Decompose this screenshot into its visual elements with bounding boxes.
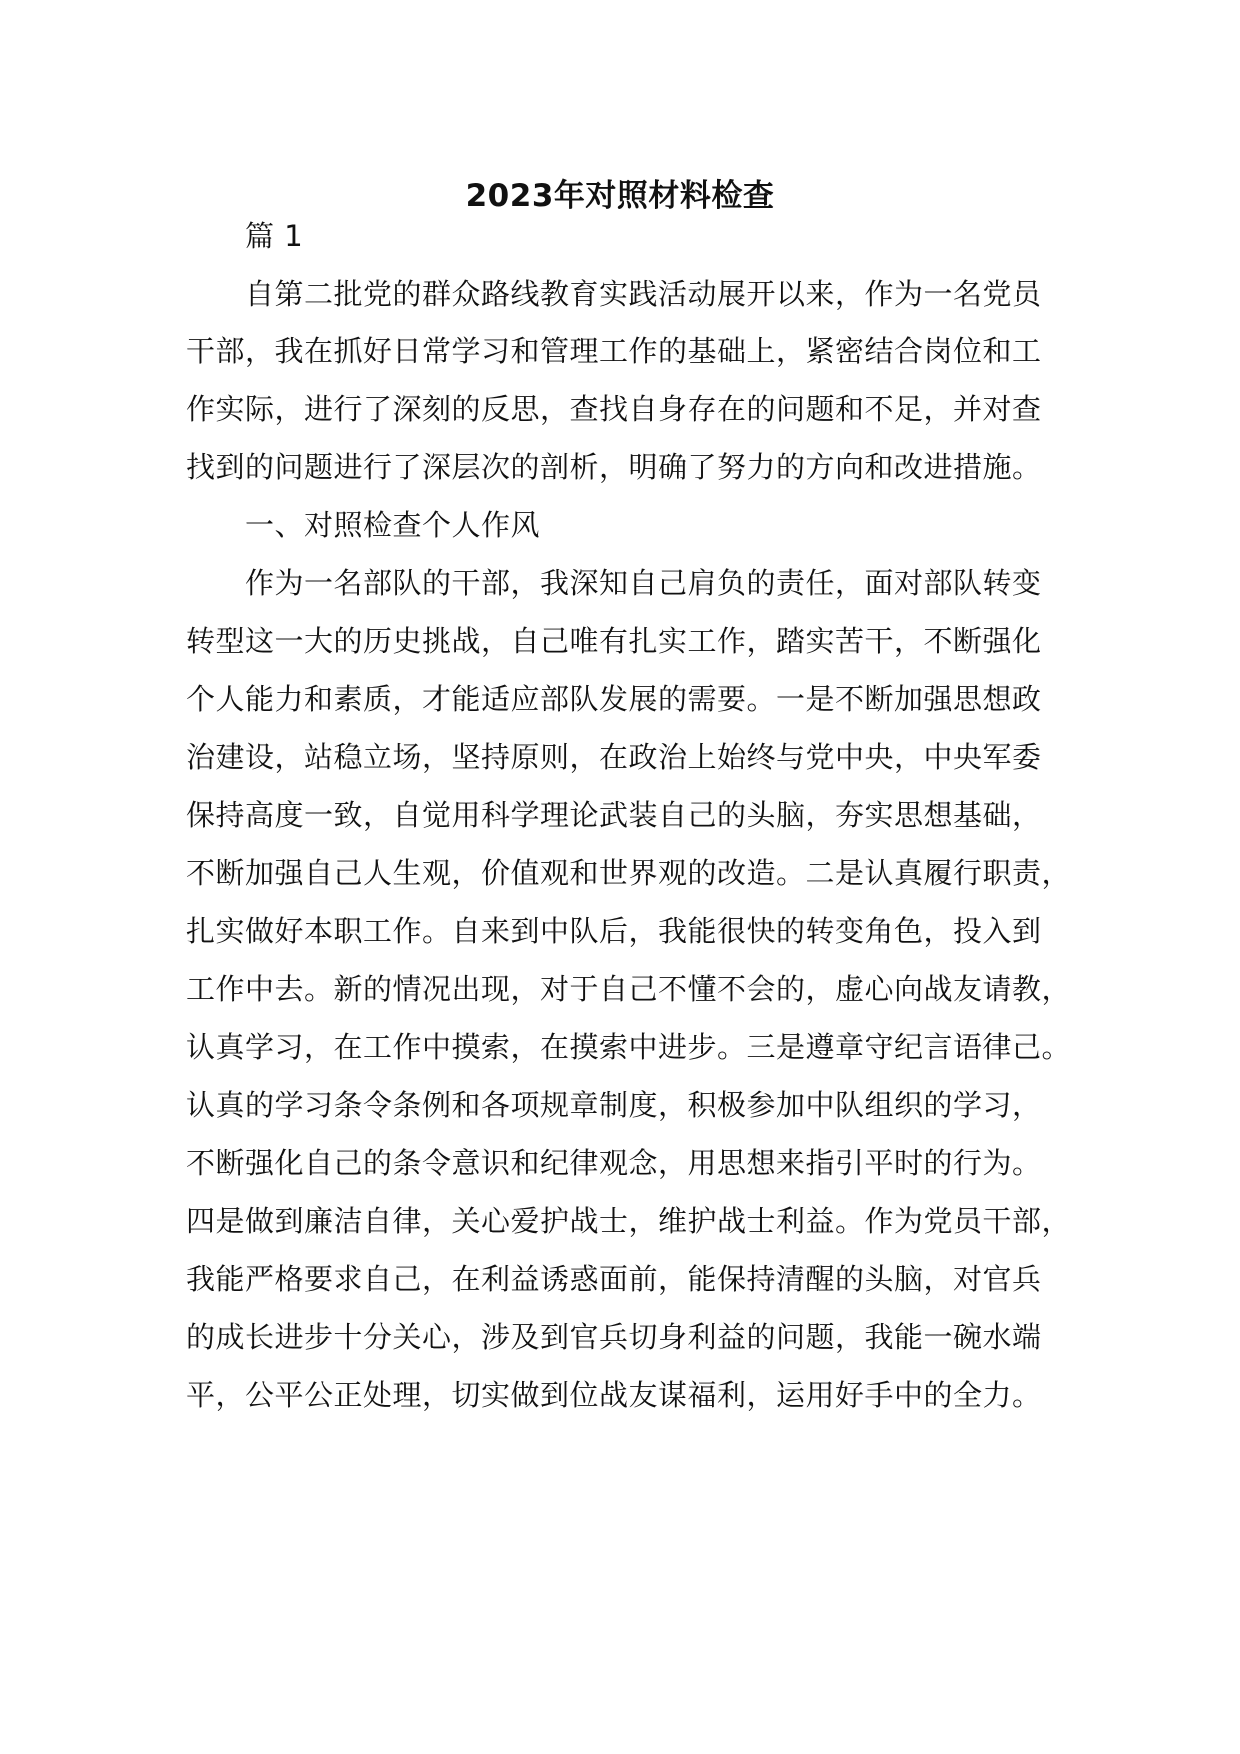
paragraph-2-line-13: 我能严格要求自己，在利益诱惑面前，能保持清醒的头脑，对官兵	[186, 1262, 1042, 1296]
paragraph-1-line-2: 干部，我在抓好日常学习和管理工作的基础上，紧密结合岗位和工	[186, 334, 1042, 368]
section-heading-1: 一、对照检查个人作风	[245, 508, 541, 542]
paragraph-2-line-10: 认真的学习条令条例和各项规章制度，积极参加中队组织的学习，	[186, 1088, 1042, 1122]
section-label: 篇 1	[245, 219, 304, 253]
paragraph-1-line-1: 自第二批党的群众路线教育实践活动展开以来，作为一名党员	[245, 277, 1042, 311]
paragraph-2-line-11: 不断强化自己的条令意识和纪律观念，用思想来指引平时的行为。	[186, 1146, 1042, 1180]
paragraph-2-line-5: 保持高度一致，自觉用科学理论武装自己的头脑，夯实思想基础，	[186, 798, 1042, 832]
paragraph-2-line-2: 转型这一大的历史挑战，自己唯有扎实工作，踏实苦干，不断强化	[186, 624, 1042, 658]
paragraph-1-line-4: 找到的问题进行了深层次的剖析，明确了努力的方向和改进措施。	[186, 450, 1042, 484]
paragraph-2-line-15: 平，公平公正处理，切实做到位战友谋福利，运用好手中的全力。	[186, 1378, 1042, 1412]
paragraph-1-line-3: 作实际，进行了深刻的反思，查找自身存在的问题和不足，并对查	[186, 392, 1042, 426]
document-title: 2023年对照材料检查	[465, 178, 775, 214]
paragraph-2-line-6: 不断加强自己人生观，价值观和世界观的改造。二是认真履行职责，	[186, 856, 1072, 890]
paragraph-2-line-14: 的成长进步十分关心，涉及到官兵切身利益的问题，我能一碗水端	[186, 1320, 1042, 1354]
paragraph-2-line-3: 个人能力和素质，才能适应部队发展的需要。一是不断加强思想政	[186, 682, 1042, 716]
paragraph-2-line-9: 认真学习，在工作中摸索，在摸索中进步。三是遵章守纪言语律己。	[186, 1030, 1072, 1064]
paragraph-2-line-1: 作为一名部队的干部，我深知自己肩负的责任，面对部队转变	[245, 566, 1042, 600]
paragraph-2-line-12: 四是做到廉洁自律，关心爱护战士，维护战士利益。作为党员干部，	[186, 1204, 1072, 1238]
paragraph-2-line-7: 扎实做好本职工作。自来到中队后，我能很快的转变角色，投入到	[186, 914, 1042, 948]
paragraph-2-line-4: 治建设，站稳立场，坚持原则，在政治上始终与党中央，中央军委	[186, 740, 1042, 774]
paragraph-2-line-8: 工作中去。新的情况出现，对于自己不懂不会的，虚心向战友请教，	[186, 972, 1072, 1006]
